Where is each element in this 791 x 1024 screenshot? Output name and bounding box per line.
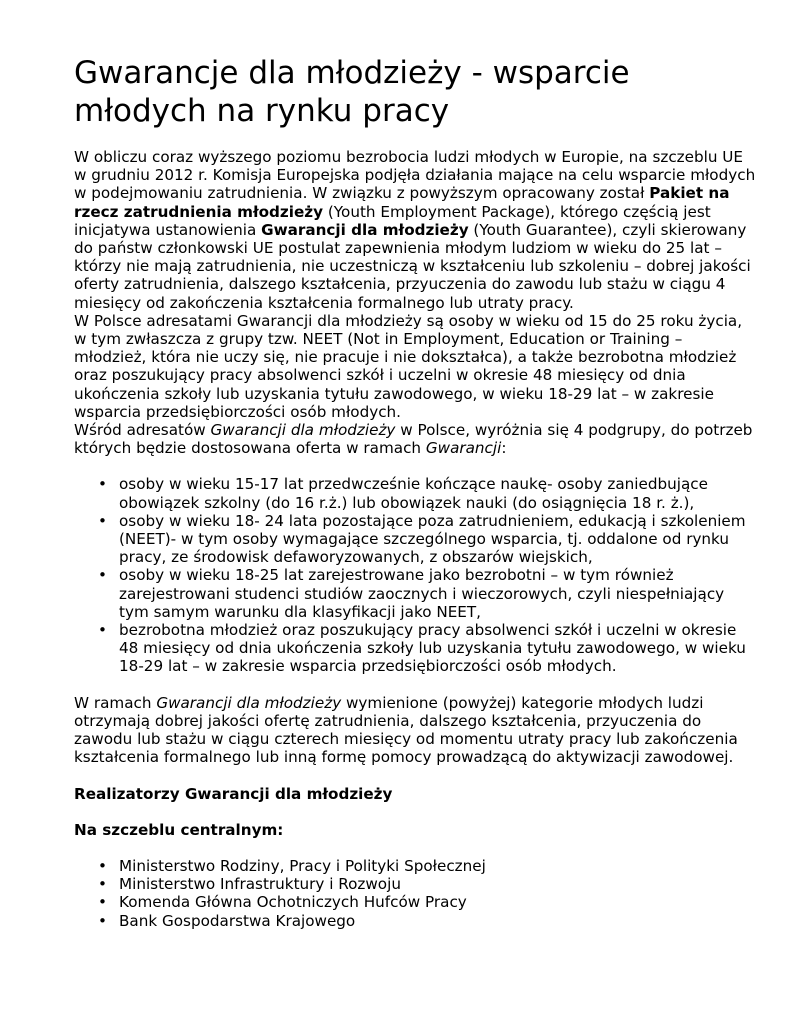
list-item: • Ministerstwo Rodziny, Pracy i Polityki Społecznej bbox=[74, 857, 758, 875]
groups-list bbox=[74, 475, 758, 675]
subgroups-italic-guarantee-2: Gwarancji bbox=[425, 439, 502, 458]
section-heading-realizatorzy bbox=[74, 785, 758, 803]
para2-italic: Gwarancji dla młodzieży bbox=[156, 693, 342, 712]
intro-bold-guarantee: Gwarancji dla młodzieży bbox=[261, 220, 469, 239]
poland-paragraph: W Polsce adresatami Gwarancji dla młodzieży są osoby w wieku od 15 do 25 roku życia, w tym zwłaszcza z grupy tzw. NEET (Not in Employment, Education or Training – młodzież, która nie uczy się, nie pracuje i nie dokształca), a także bezrobotna młodzież oraz poszukujący pracy absolwenci szkół i uczelni w okresie 48 miesięcy od dnia ukończenia szkoły lub uzyskania tytułu zawodowego, w wieku 18-29 lat – w zakresie wsparcia przedsiębiorczości osób młodych. bbox=[74, 311, 743, 421]
list-item: • bezrobotna młodzież oraz poszukujący pracy absolwenci szkół i uczelni w okresie 48 miesięcy od dnia ukończenia szkoły lub uzyskania tytułu zawodowego, w wieku 18-29 lat – w zakresie wsparcia przedsiębiorczości osób młodych. bbox=[74, 621, 758, 676]
intro-line-1: W obliczu coraz wyższego poziomu bezrobocia ludzi młodych w Europie, na szczeblu UE bbox=[74, 148, 744, 166]
subgroups-text-a: Wśród adresatów bbox=[74, 421, 211, 440]
list-item: • osoby w wieku 18- 24 lata pozostające poza zatrudnieniem, edukacją i szkoleniem (NEET)- w tym osoby wymagające szczególnego wsparcia, tj. oddalone od rynku pracy, ze środowisk defaworyzowanych, z obszarów wiejskich, bbox=[74, 512, 758, 567]
document-page bbox=[74, 54, 758, 930]
guarantee-paragraph bbox=[74, 694, 758, 767]
list-item: • Bank Gospodarstwa Krajowego bbox=[74, 912, 758, 930]
subgroups-italic-guarantee: Gwarancji dla młodzieży bbox=[210, 421, 396, 440]
para2-text-a: W ramach bbox=[74, 693, 157, 712]
list-item: • Ministerstwo Infrastruktury i Rozwoju bbox=[74, 875, 758, 893]
section-heading-central bbox=[74, 821, 758, 839]
subgroups-paragraph bbox=[74, 421, 758, 457]
page-title: Gwarancje dla młodzieży - wsparcie młodych na rynku pracy bbox=[74, 55, 630, 129]
intro-text-c: (Youth Guarantee), czyli skierowany do państw członkowski UE postulat zapewnienia młodym ludziom w wieku do 25 lat – którzy nie mają zatrudnienia, nie uczestniczą w kształceniu lub szkoleniu – dobrej jakości oferty zatrudnienia, dalszego kształcenia, przyuczenia do zawodu lub stażu w ciągu 4 miesięcy od zakończenia kształcenia formalnego lub utraty pracy. bbox=[74, 220, 751, 312]
intro-bold-package: Pakiet na rzecz zatrudnienia młodzieży bbox=[74, 184, 730, 221]
section-heading-central-text: Na szczeblu centralnym: bbox=[74, 820, 284, 839]
section-heading-realizatorzy-text: Realizatorzy Gwarancji dla młodzieży bbox=[74, 784, 393, 803]
list-item: • Komenda Główna Ochotniczych Hufców Pracy bbox=[74, 893, 758, 911]
list-item: • osoby w wieku 15-17 lat przedwcześnie kończące naukę- osoby zaniedbujące obowiązek szkolny (do 16 r.ż.) lub obowiązek nauki (do osiągnięcia 18 r. ż.), bbox=[74, 475, 758, 511]
subgroups-text-b: w Polsce, wyróżnia się 4 podgrupy, do potrzeb których będzie dostosowana oferta w ramach bbox=[74, 421, 753, 458]
intro-text-b: (Youth Employment Package), którego częścią jest inicjatywa ustanowienia bbox=[74, 202, 711, 239]
para2-text-b: wymienione (powyżej) kategorie młodych ludzi otrzymają dobrej jakości ofertę zatrudnienia, dalszego kształcenia, przyuczenia do zawodu lub stażu w ciągu czterech miesięcy od momentu utraty pracy lub zakończenia kształcenia formalnego lub inną formę pomocy prowadzącą do aktywizacji zawodowej. bbox=[74, 693, 738, 767]
central-list bbox=[74, 857, 758, 930]
intro-paragraph bbox=[74, 184, 758, 311]
intro-line-2: w grudniu 2012 r. Komisja Europejska podjęła działania mające na celu wsparcie młodych bbox=[74, 166, 756, 185]
subgroups-text-c: : bbox=[501, 439, 507, 458]
list-item: • osoby w wieku 18-25 lat zarejestrowane jako bezrobotni – w tym również zarejestrowani studenci studiów zaocznych i wieczorowych, czyli niespełniający tym samym warunku dla klasyfikacji jako NEET, bbox=[74, 566, 758, 621]
intro-text-a: w podejmowaniu zatrudnienia. W związku z powyższym opracowany został bbox=[74, 184, 650, 203]
